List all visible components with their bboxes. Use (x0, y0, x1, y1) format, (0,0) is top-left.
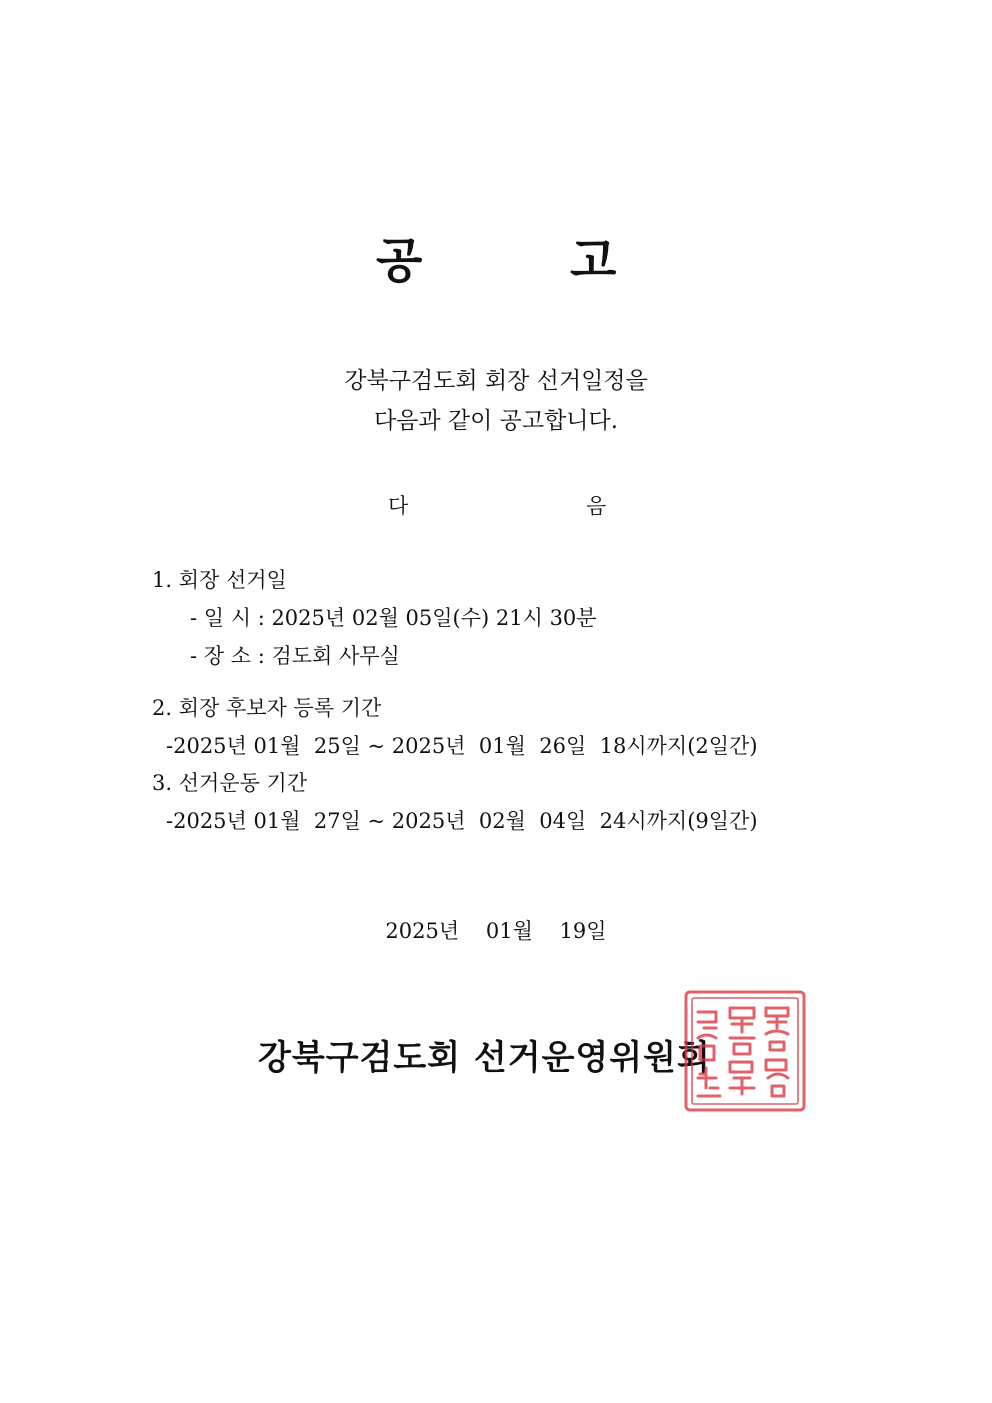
signature-committee: 강북구검도회 선거운영위원회 (258, 1038, 711, 1078)
title-char-1: 공 (376, 233, 423, 289)
title-char-2: 고 (570, 233, 617, 289)
section-heading-char-1: 다 (388, 494, 409, 518)
item-1-where: - 장 소 : 검도회 사무실 (190, 644, 400, 668)
item-3-title: 3. 선거운동 기간 (152, 771, 308, 795)
item-3-period: -2025년 01월 27일 ~ 2025년 02월 04일 24시까지(9일간) (166, 809, 758, 833)
item-1-when: - 일 시 : 2025년 02월 05일(수) 21시 30분 (190, 606, 597, 630)
section-heading-char-2: 음 (586, 494, 607, 518)
intro-line-1: 강북구검도회 회장 선거일정을 (344, 368, 648, 394)
notice-title (0, 222, 992, 292)
item-2-period: -2025년 01월 25일 ~ 2025년 01월 26일 18시까지(2일간) (166, 734, 758, 758)
notice-date: 2025년 01월 19일 (385, 919, 607, 943)
intro-line-2: 다음과 같이 공고합니다. (373, 408, 619, 434)
item-2-title: 2. 회장 후보자 등록 기간 (152, 696, 382, 720)
item-1-title: 1. 회장 선거일 (152, 568, 287, 592)
official-seal-icon (682, 988, 808, 1114)
